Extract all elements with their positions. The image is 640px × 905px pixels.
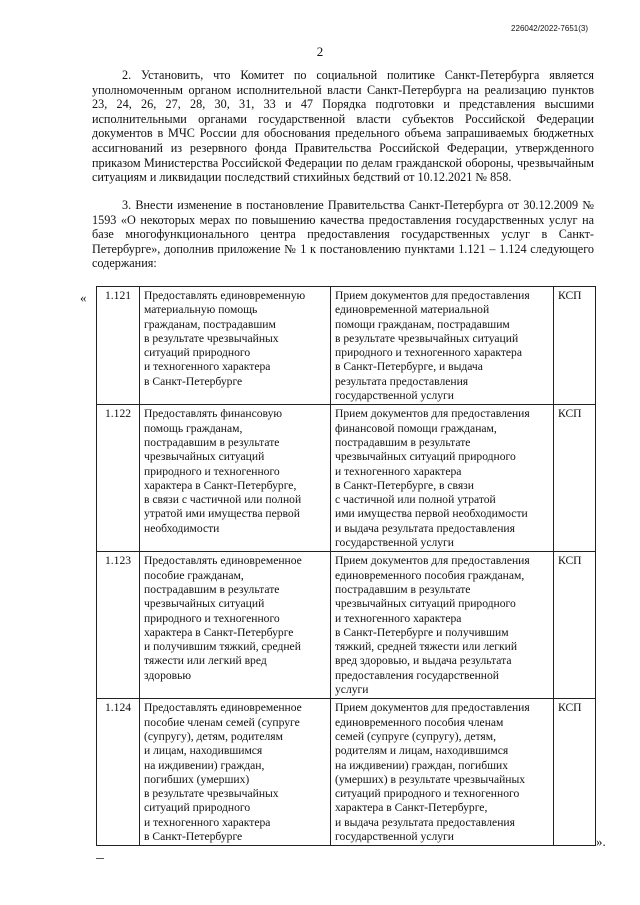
service-name-line: чрезвычайных ситуаций [144,450,265,464]
service-name-line: природного и техногенного [144,611,280,625]
paragraph-line: уполномоченным органом исполнительной власти Санкт-Петербурга на реализацию [92,82,553,97]
service-name-line: характера в Санкт-Петербурге [144,625,294,639]
service-name-line: в Санкт-Петербурге [144,374,243,388]
service-name-line: пособие гражданам, [144,568,244,582]
service-name-line: и лицам, находившимся [144,744,263,758]
service-procedure-line: Прием документов для предоставления [335,289,530,302]
service-procedure-line: с частичной или полной утратой [335,493,496,507]
table-row [97,552,596,699]
table-row [97,287,596,405]
document-id: 226042/2022-7651(3) [511,24,588,33]
service-name-line: природного и техногенного [144,464,280,478]
service-procedure-line: пострадавшим в результате [335,435,471,449]
service-name-line: тяжести или легкий вред [144,654,267,668]
service-procedure-line: вред здоровью, и выдача результата [335,654,512,668]
service-procedure-line: ими имущества первой необходимости [335,507,528,521]
closing-quote: ». [596,834,606,849]
service-name-line: ситуаций природного [144,801,251,815]
paragraph-line: документов в МЧС России для обоснования предельного объема запрашиваемых [92,126,534,141]
service-name-line: Предоставлять единовременное [144,701,302,715]
service-procedure-line: чрезвычайных ситуаций природного [335,450,516,464]
service-name-line: Предоставлять единовременное [144,554,302,568]
service-name-line: утратой ими имущества первой [144,507,300,521]
paragraph-line: от 10.12.2021 № 858. [403,170,512,185]
paragraph-line: государственных услуг на базе многофункционального центра предоставления [92,212,595,242]
service-procedure [331,699,554,846]
paragraph-line: исполнительными органами государственной власти субъектов Российской Федерации [92,111,594,126]
service-procedure-line: Прием документов для предоставления [335,407,530,421]
service-procedure-line: и выдача результата предоставления [335,521,515,535]
item-number: 1.121 [97,287,140,405]
service-name-line: Предоставлять единовременную [144,289,306,302]
service-procedure-line: единовременной материальной [335,303,490,317]
service-name-line: и получившим тяжкий, средней [144,640,301,654]
service-name-line: Предоставлять финансовую [144,407,283,421]
service-procedure-line: в Санкт-Петербурге и получившим [335,625,509,639]
paragraph-line: пунктов 23, 24, 26, 27, 28, 30, 31, 33 и 47 Порядка подготовки и представления высшими [92,82,594,112]
service-name-line: в результате чрезвычайных [144,331,279,345]
service-procedure-line: Прием документов для предоставления [335,554,530,568]
service-procedure-line: ситуаций природного и техногенного [335,787,520,801]
service-name-line: чрезвычайных ситуаций [144,597,265,611]
service-procedure-line: Прием документов для предоставления [335,701,530,715]
service-name [140,552,331,699]
service-procedure-line: и техногенного характера [335,464,462,478]
service-name [140,699,331,846]
service-name-line: характера в Санкт-Петербурге, [144,478,297,492]
service-procedure-line: результата предоставления [335,374,469,388]
service-procedure-line: финансовой помощи гражданам, [335,421,497,435]
service-procedure-line: (умерших) в результате чрезвычайных [335,772,526,786]
paragraph-line: пунктами 1.121 – 1.124 следующего содержания: [92,241,594,271]
service-name-line: необходимости [144,521,220,535]
service-procedure-line: и техногенного характера [335,611,462,625]
paragraph-line: утвержденного приказом Министерства Российской Федерации по делам гражданской [92,140,594,170]
service-name-line: материальную помощь [144,303,258,317]
service-procedure [331,405,554,552]
service-name-line: ситуаций природного [144,346,251,360]
item-number: 1.122 [97,405,140,552]
responsible-organization: КСП [554,405,596,552]
page-number: 2 [316,44,324,59]
service-procedure-line: государственной услуги [335,536,455,550]
responsible-organization: КСП [554,552,596,699]
service-procedure-line: чрезвычайных ситуаций природного [335,597,516,611]
service-name-line: помощь гражданам, [144,421,243,435]
service-procedure [331,287,554,405]
paragraph-line: 2. Установить, что Комитет по социальной политике Санкт-Петербурга является [122,68,594,82]
paragraph-line: государственных услуг в Санкт-Петербурге», дополнив приложение № 1 к постановлению [92,227,594,256]
paragraph-line: от 30.12.2009 № 1593 «О некоторых мерах по повышению качества предоставления [92,198,594,227]
service-procedure-line: помощи гражданам, пострадавшим [335,317,510,331]
paragraph-3 [92,198,594,271]
service-name-line: (супругу), детям, родителям [144,729,283,743]
item-number: 1.124 [97,699,140,846]
responsible-organization: КСП [554,287,596,405]
service-name-line: погибших (умерших) [144,772,250,786]
service-procedure-line: тяжкий, средней тяжести или легкий [335,640,518,654]
service-procedure-line: в Санкт-Петербурге, и выдача [335,360,483,374]
service-procedure-line: в Санкт-Петербурге, в связи [335,478,474,492]
service-procedure [331,552,554,699]
paragraph-line: 3. Внести изменение в постановление Правительства Санкт-Петербурга [122,198,508,212]
service-procedure-line: пострадавшим в результате [335,582,471,596]
service-name-line: пострадавшим в результате [144,435,280,449]
service-procedure-line: на иждивении) граждан, погибших [335,758,509,772]
service-name-line: в Санкт-Петербурге [144,829,243,843]
service-name-line: в связи с частичной или полной [144,493,302,507]
service-procedure-line: и выдача результата предоставления [335,815,515,829]
service-name-line: на иждивении) граждан, [144,758,265,772]
service-procedure-line: государственной услуги [335,389,455,403]
paragraph-line: бюджетных ассигнований из резервного фонда Правительства Российской Федерации, [92,126,594,155]
service-procedure-line: семей (супруге (супругу), детям, [335,729,496,743]
service-name-line: и техногенного характера [144,360,271,374]
service-name-line: в результате чрезвычайных [144,787,279,801]
service-procedure-line: единовременного пособия гражданам, [335,568,525,582]
service-name-line: пострадавшим в результате [144,582,280,596]
paragraph-line: обороны, чрезвычайным ситуациям и ликвидации последствий стихийных бедствий [92,155,594,185]
responsible-organization: КСП [554,699,596,846]
service-procedure-line: государственной услуги [335,829,455,843]
service-name [140,287,331,405]
table-row [97,699,596,846]
service-name [140,405,331,552]
footer-mark [96,858,104,859]
service-procedure-line: характера в Санкт-Петербурге, [335,801,488,815]
service-procedure-line: услуги [335,683,369,697]
services-table [96,286,596,846]
opening-quote: « [80,290,87,305]
service-name-line: пособие членам семей (супруге [144,715,300,729]
service-name-line: гражданам, пострадавшим [144,317,276,331]
table-row [97,405,596,552]
service-procedure-line: единовременного пособия членам [335,715,504,729]
service-name-line: и техногенного характера [144,815,271,829]
service-procedure-line: в результате чрезвычайных ситуаций [335,331,519,345]
paragraph-2 [92,68,594,185]
service-procedure-line: природного и техногенного характера [335,346,522,360]
item-number: 1.123 [97,552,140,699]
service-name-line: здоровью [144,668,192,682]
service-procedure-line: родителям и лицам, находившимся [335,744,509,758]
service-procedure-line: предоставления государственной [335,668,499,682]
